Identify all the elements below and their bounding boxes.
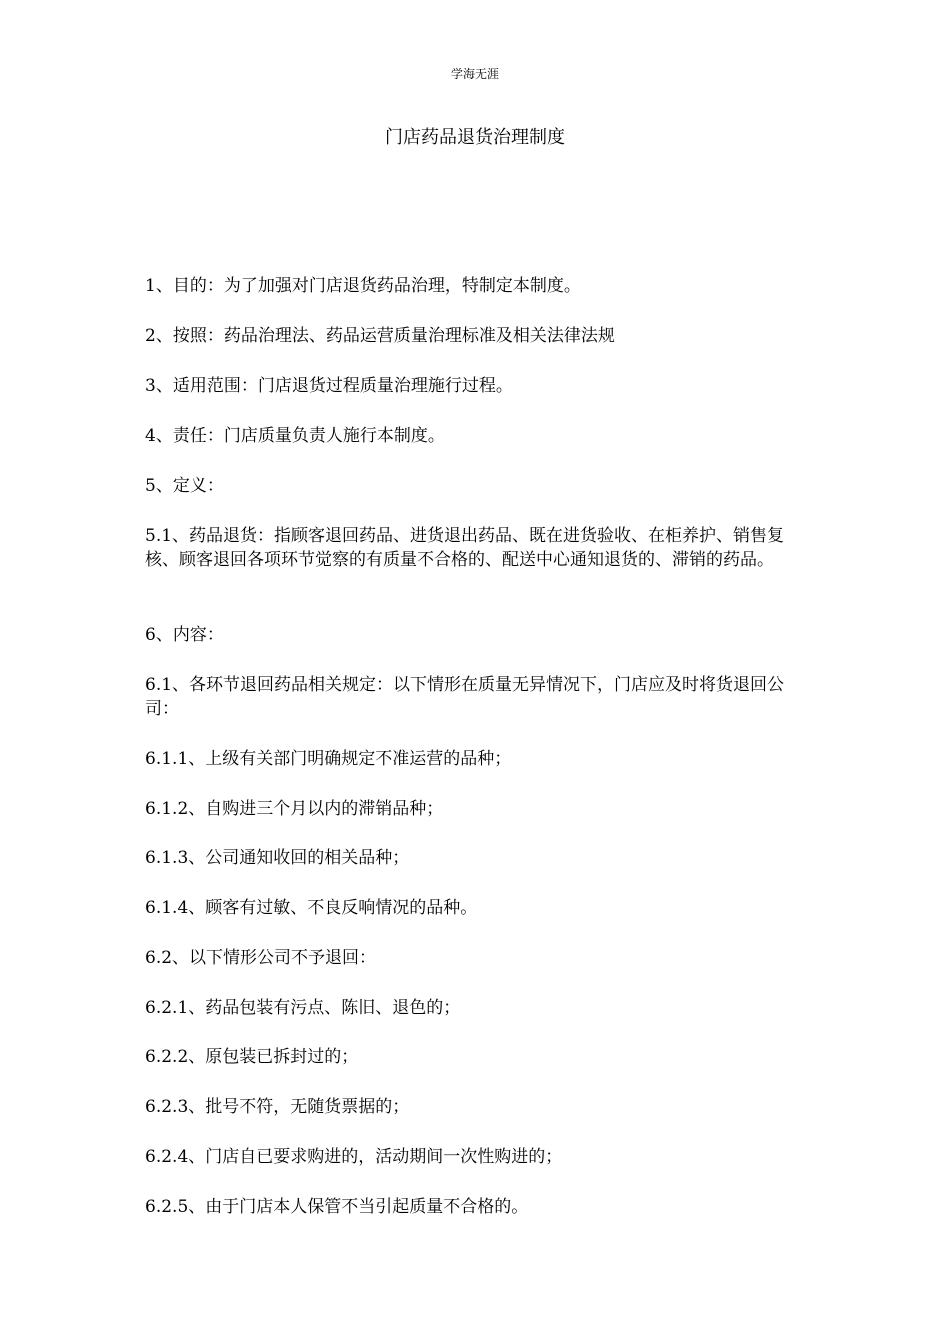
document-title: 门店药品退货治理制度 [385, 127, 565, 148]
paragraph-6-2-5: 6.2.5、由于门店本人保管不当引起质量不合格的。 [145, 1197, 529, 1217]
paragraph-6-1-2: 6.1.2、自购进三个月以内的滞销品种； [145, 799, 444, 819]
paragraph-content-heading: 6、内容： [145, 625, 224, 645]
paragraph-6-2-1: 6.2.1、药品包装有污点、陈旧、退色的； [145, 998, 461, 1018]
paragraph-6-2: 6.2、以下情形公司不予退回： [145, 948, 377, 968]
paragraph-definition-5-1: 5.1、药品退货：指顾客退回药品、进货退出药品、既在进货验收、在柜养护、销售复核、顾客退回各项环节觉察的有质量不合格的、配送中心通知退货的、滞销的药品。 [145, 526, 785, 570]
paragraph-responsibility: 4、责任：门店质量负责人施行本制度。 [145, 426, 445, 446]
paragraph-6-2-3: 6.2.3、批号不符，无随货票据的； [145, 1097, 410, 1117]
paragraph-purpose: 1、目的：为了加强对门店退货药品治理，特制定本制度。 [145, 276, 581, 296]
paragraph-definition-heading: 5、定义： [145, 476, 224, 496]
paragraph-6-2-2: 6.2.2、原包装已拆封过的； [145, 1047, 359, 1067]
paragraph-6-1-3: 6.1.3、公司通知收回的相关品种； [145, 848, 410, 868]
paragraph-6-1-1: 6.1.1、上级有关部门明确规定不准运营的品种； [145, 749, 512, 769]
paragraph-6-2-4: 6.2.4、门店自已要求购进的，活动期间一次性购进的； [145, 1147, 563, 1167]
paragraph-6-1: 6.1、各环节退回药品相关规定：以下情形在质量无异情况下，门店应及时将货退回公司： [145, 675, 785, 719]
paragraph-6-1-4: 6.1.4、顾客有过敏、不良反响情况的品种。 [145, 898, 478, 918]
paragraph-scope: 3、适用范围：门店退货过程质量治理施行过程。 [145, 376, 513, 396]
page-header-text: 学海无涯 [450, 67, 499, 81]
paragraph-basis: 2、按照：药品治理法、药品运营质量治理标准及相关法律法规 [145, 326, 615, 346]
